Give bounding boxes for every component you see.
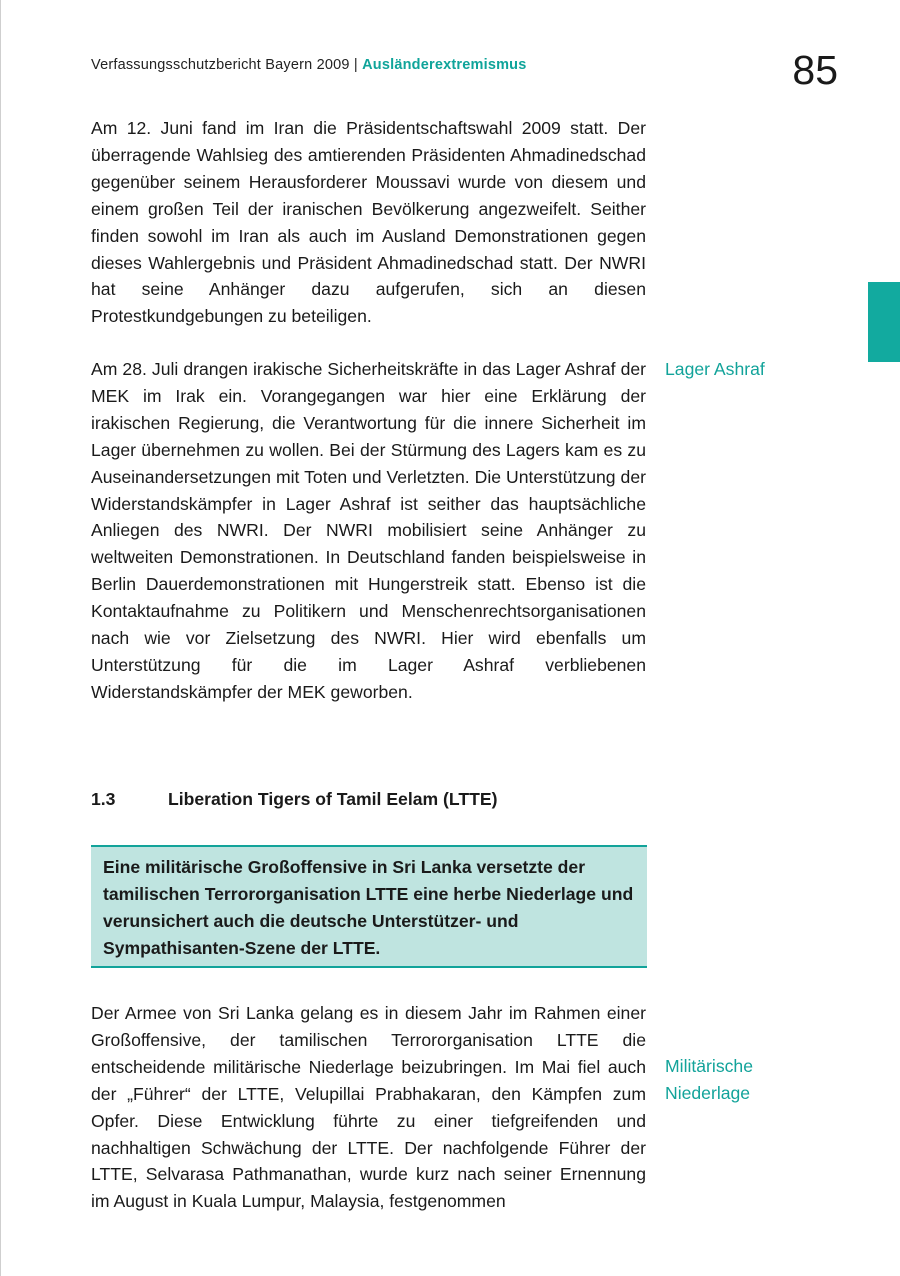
publication-title: Verfassungsschutzbericht Bayern 2009 [91, 57, 350, 73]
page-edge-rule [0, 0, 1, 1276]
chapter-tab-marker [868, 282, 900, 362]
section-title: Liberation Tigers of Tamil Eelam (LTTE) [168, 789, 498, 809]
paragraph-lager-ashraf: Am 28. Juli drangen irakische Sicherheitskräfte in das Lager Ashraf der MEK im Irak ein. Vorangegangen war hier eine Erklärung der irakischen Regierung, die Verantwortung für die innere Sicherheit im Lager übernehmen zu wollen. Bei der Stürmung des Lagers kam es zu Auseinandersetzungen mit Toten und Verletzten. Die Unterstützung der Widerstandskämpfer in Lager Ashraf ist seither das hauptsächliche Anliegen des NWRI. Der NWRI mobilisiert seine Anhänger zu weltweiten Demonstrationen. In Deutschland fanden beispielsweise in Berlin Dauerdemonstrationen mit Hungerstreik statt. Ebenso ist die Kontaktaufnahme zu Politikern und Menschenrechtsorganisationen nach wie vor Zielsetzung des NWRI. Hier wird ebenfalls um Unterstützung für die im Lager Ashraf verbliebenen Widerstandskämpfer der MEK geworben. [91, 359, 646, 702]
section-number: 1.3 [91, 789, 116, 809]
summary-box: Eine militärische Großoffensive in Sri Lanka versetzte der tamilischen Terrororganisation LTTE eine herbe Niederlage und verunsichert auch die deutsche Unterstützer- und Sympathisanten-Szene der LTTE. [91, 845, 647, 968]
paragraph-election: Am 12. Juni fand im Iran die Präsidentschaftswahl 2009 statt. Der überragende Wahlsieg des amtierenden Präsidenten Ahmadinedschad gegenüber seinem Herausforderer Moussavi wurde von diesem und einem großen Teil der iranischen Bevölkerung angezweifelt. Seither finden sowohl im Iran als auch im Ausland Demonstrationen gegen dieses Wahlergebnis und Präsident Ahmadinedschad statt. Der NWRI hat seine Anhänger dazu aufgerufen, sich an diesen Protestkundgebungen zu beteiligen. [91, 118, 646, 327]
paragraph-sri-lanka: Der Armee von Sri Lanka gelang es in diesem Jahr im Rahmen einer Großoffensive, der tamilischen Terrororganisation LTTE die entscheidende militärische Niederlage beizubringen. Im Mai fiel auch der „Führer“ der LTTE, Velupillai Prabhakaran, den Kämpfen zum Opfer. Diese Entwicklung führte zu einer tiefgreifenden und nachhaltigen Schwächung der LTTE. Der nachfolgende Führer der LTTE, Selvarasa Pathmanathan, wurde kurz nach seiner Ernennung im August in Kuala Lumpur, Malaysia, festgenommen [91, 1003, 646, 1212]
running-header [91, 57, 527, 73]
margin-note-lager-ashraf: Lager Ashraf [665, 359, 765, 379]
section-heading [91, 786, 497, 812]
page-number: 85 [792, 47, 838, 93]
header-separator: | [349, 57, 363, 73]
chapter-title: Ausländerextremismus [362, 57, 527, 73]
margin-note-militaerische-niederlage: Militärische Niederlage [665, 1056, 753, 1103]
